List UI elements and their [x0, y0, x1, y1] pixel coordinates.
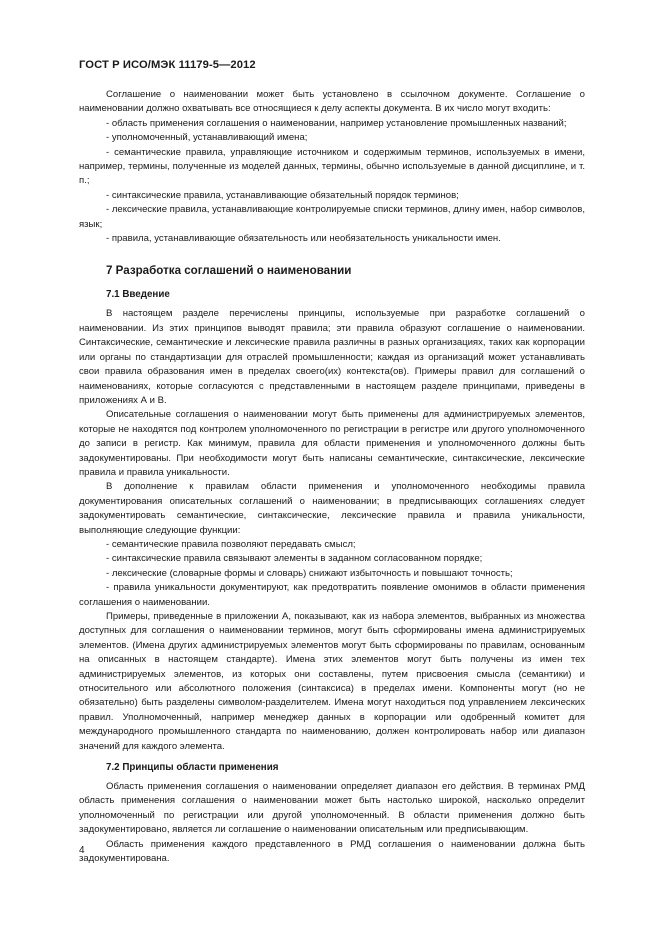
list-item: - лексические правила, устанавливающие контролируемые списки терминов, длину имен, набор символов, язык;: [79, 204, 585, 230]
list-item: - семантические правила позволяют передавать смысл;: [106, 538, 356, 550]
document-header: ГОСТ Р ИСО/МЭК 11179-5—2012: [79, 59, 256, 71]
list-item: - область применения соглашения о наименовании, например установление промышленных названий;: [106, 117, 567, 129]
paragraph: В настоящем разделе перечислены принципы, используемые при разработке соглашений о наименовании. Из этих принципов выводят правила; эти правила образуют соглашение о наименовании. Синтаксические, семантические и лексические правила различны в разных организациях, таких как корпорации или органы по стандартизации для отраслей промышленности; каждая из организаций может устанавливать свои правила образования имен в пределах своего(их) контекста(ов). Примеры правил для соглашений о наименованиях, которые согласуются с представленными в настоящем разделе принципами, приведены в приложениях А и В.: [79, 308, 585, 406]
paragraph: Область применения соглашения о наименовании определяет диапазон его действия. В терминах РМД область применения соглашения о наименовании может быть настолько широкой, насколько определит уполномоченный по регистрации или другой уполномоченный. В области применения должно быть задокументировано, является ли соглашение о наименовании описательным или предписывающим.: [79, 781, 585, 836]
list-item: - правила, устанавливающие обязательность или необязательность уникальности имен.: [106, 233, 501, 245]
section-7-title: 7 Разработка соглашений о наименовании: [106, 264, 352, 278]
list-item: - синтаксические правила, устанавливающие обязательный порядок терминов;: [106, 189, 459, 201]
paragraph: Примеры, приведенные в приложении А, показывают, как из набора элементов, выбранных из множества доступных для соглашения о наименовании терминов, могут быть сформированы имена администрируемых элементов. (Имена других администрируемых элементов могут быть сформированы по правилам, основанным на описанных в настоящем стандарте). Имена этих элементов могут быть получены из имен тех администрируемых элементов, из которых они составлены, путем присвоения смысла (семантики) и относительного или абсолютного положения (синтаксиса) в пределах имени. Компоненты могут (но не обязательно) быть разделены символом-разделителем. Имена могут находиться под управлением лексических правил. Уполномоченный, например менеджер данных в корпорации или одобренный комитет для международного промышленного стандарта по наименованию, должен контролировать набор или диапазон значений для каждого элемента.: [79, 611, 585, 752]
subsection-7-2-title: 7.2 Принципы области применения: [106, 762, 279, 774]
page-content: [79, 88, 585, 867]
paragraph: В дополнение к правилам области применения и уполномоченного необходимы правила документирования описательных соглашений о наименовании; в предписывающих соглашениях следует задокументировать семантические, синтаксические, лексические правила и правила уникальности, выполняющие следующие функции:: [79, 481, 585, 536]
list-item: - синтаксические правила связывают элементы в заданном согласованном порядке;: [106, 553, 483, 565]
list-item: - уполномоченный, устанавливающий имена;: [106, 132, 308, 144]
page-number: 4: [79, 845, 85, 856]
list-item: - правила уникальности документируют, как предотвратить появление омонимов в области применения соглашения о наименовании.: [79, 582, 585, 608]
list-item: - семантические правила, управляющие источником и содержимым терминов, используемых в имени, например, термины, полученные из моделей данных, термины, обычно используемые в данной дисциплине, и т. п.;: [79, 146, 585, 187]
paragraph: Описательные соглашения о наименовании могут быть применены для администрируемых элементов, которые не находятся под контролем уполномоченного по регистрации в регистре или другого уполномоченного до записи в регистр. Как минимум, правила для области применения и уполномоченного должны быть задокументированы. При необходимости могут быть написаны семантические, синтаксические, лексические правила и правила уникальности.: [79, 409, 585, 478]
intro-paragraph: Соглашение о наименовании может быть установлено в ссылочном документе. Соглашение о наименовании должно охватывать все относящиеся к делу аспекты документа. В их число могут входить:: [79, 89, 585, 115]
subsection-7-1-title: 7.1 Введение: [106, 289, 170, 301]
paragraph: Область применения каждого представленного в РМД соглашения о наименовании должна быть задокументирована.: [79, 838, 585, 865]
list-item: - лексические (словарные формы и словарь) снижают избыточность и повышают точность;: [106, 567, 513, 579]
